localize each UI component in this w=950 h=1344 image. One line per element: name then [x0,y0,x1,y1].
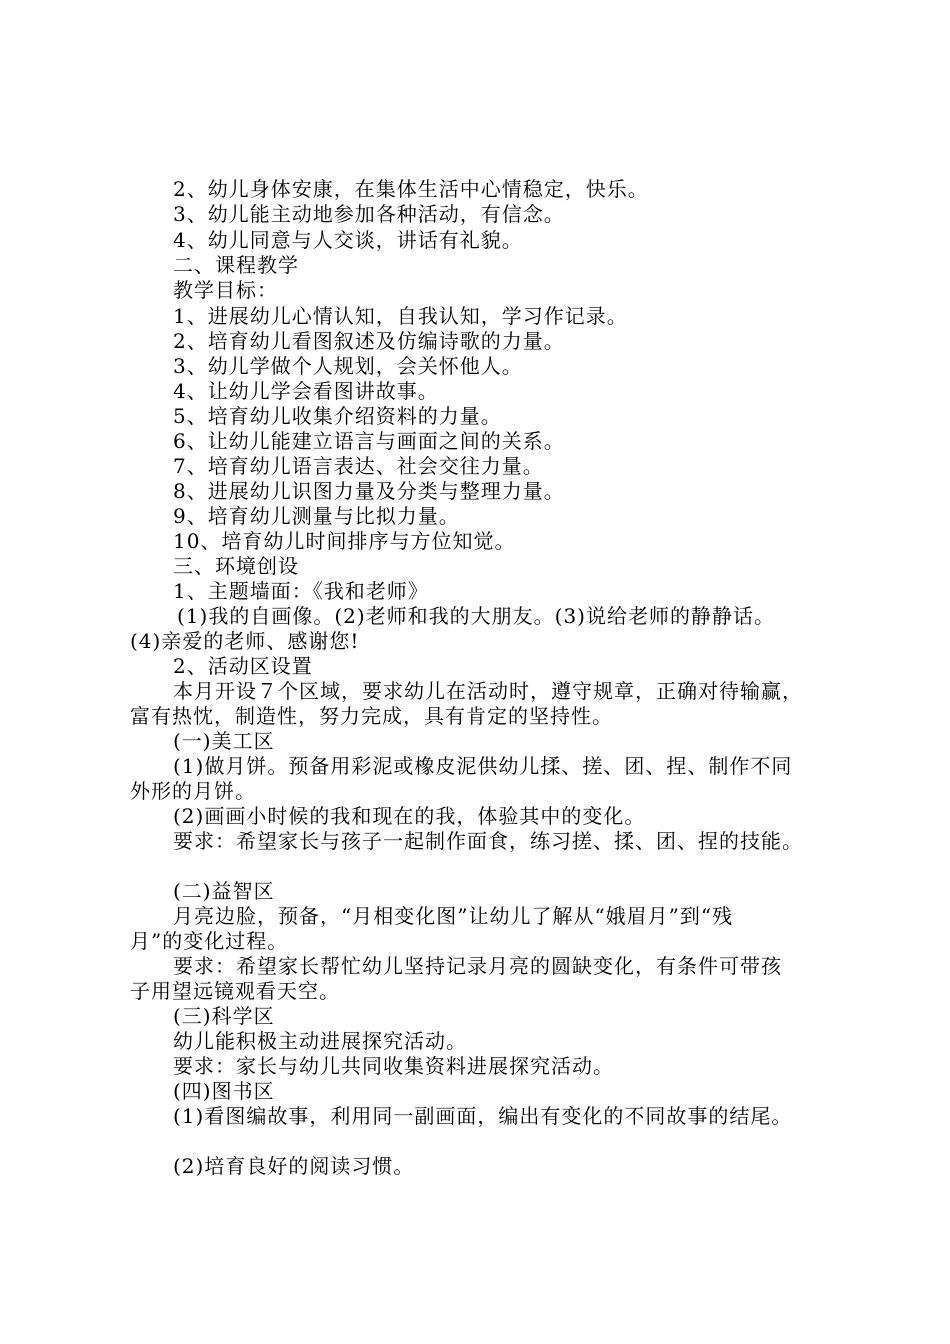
text-line: 2、幼儿身体安康，在集体生活中心情稳定，快乐。 [173,177,649,201]
text-line: 3、幼儿能主动地参加各种活动，有信念。 [173,202,565,226]
text-line: 幼儿能积极主动进展探究活动。 [173,1029,467,1053]
text-line: 1、进展幼儿心情认知，自我认知，学习作记录。 [173,304,628,328]
text-line: (2)培育良好的阅读习惯。 [173,1154,415,1178]
text-line: 9、培育幼儿测量与比拟力量。 [173,504,460,528]
subsection-heading: 2、活动区设置 [173,654,313,678]
section-heading: 三、环境创设 [173,554,299,578]
section-heading: 二、课程教学 [173,253,299,277]
subsection-heading: 教学目标： [173,278,278,302]
text-line: 子用望远镜观看天空。 [130,979,340,1003]
text-line: (2)画画小时候的我和现在的我，体验其中的变化。 [173,804,646,828]
text-line: 本月开设７个区域，要求幼儿在活动时，遵守规章，正确对待输赢， [173,679,803,703]
text-line: 5、培育幼儿收集介绍资料的力量。 [173,404,502,428]
text-line: 8、进展幼儿识图力量及分类与整理力量。 [173,479,565,503]
text-line: 富有热忱，制造性，努力完成，具有肯定的坚持性。 [130,704,613,728]
area-heading: (三)科学区 [173,1004,275,1028]
text-line: 要求：希望家长与孩子一起制作面食，练习搓、揉、团、捏的技能。 [173,829,803,853]
text-line: 6、让幼儿能建立语言与画面之间的关系。 [173,429,565,453]
text-line: 月”的变化过程。 [130,929,289,953]
text-line: 7、培育幼儿语言表达、社会交往力量。 [173,454,544,478]
text-line: 10、培育幼儿时间排序与方位知觉。 [173,529,516,553]
text-line: (1)我的自画像。(2)老师和我的大朋友。(3)说给老师的静静话。 [177,604,775,628]
text-line: 月亮边脸，预备，“月相变化图”让幼儿了解从“娥眉月”到“残 [173,904,734,928]
text-line: (1)做月饼。预备用彩泥或橡皮泥供幼儿揉、搓、团、捏、制作不同 [173,754,793,778]
text-line: 4、让幼儿学会看图讲故事。 [173,379,439,403]
text-line: (4)亲爱的老师、感谢您! [130,629,360,653]
area-heading: (二)益智区 [173,879,275,903]
text-line: 要求：希望家长帮忙幼儿坚持记录月亮的圆缺变化，有条件可带孩 [173,954,782,978]
area-heading: (一)美工区 [173,729,275,753]
area-heading: (四)图书区 [173,1079,275,1103]
text-line: 2、培育幼儿看图叙述及仿编诗歌的力量。 [173,329,565,353]
text-line: 3、幼儿学做个人规划，会关怀他人。 [173,354,523,378]
text-line: (1)看图编故事，利用同一副画面，编出有变化的不同故事的结尾。 [173,1104,793,1128]
subsection-heading: 1、主题墙面：《我和老师》 [173,579,429,603]
text-line: 外形的月饼。 [130,779,256,803]
text-line: 4、幼儿同意与人交谈，讲话有礼貌。 [173,228,523,252]
text-line: 要求：家长与幼儿共同收集资料进展探究活动。 [173,1054,614,1078]
